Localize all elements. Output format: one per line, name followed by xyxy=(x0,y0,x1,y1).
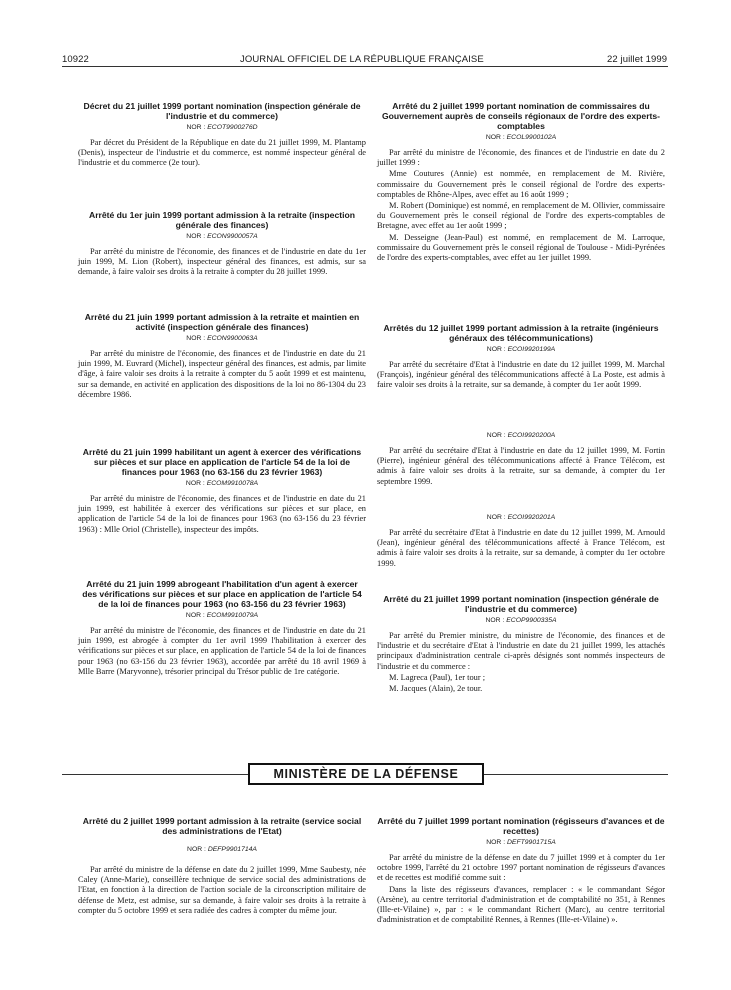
article-title: Arrêté du 2 juillet 1999 portant admission à la retraite (service social des administrations de l'Etat) xyxy=(82,816,362,836)
left-article-5 xyxy=(78,579,366,678)
left-article-4 xyxy=(78,447,366,536)
nor-reference: NOR : ECOP9900335A xyxy=(485,617,557,624)
article-title: Arrêté du 21 juin 1999 abrogeant l'habilitation d'un agent à exercer des vérifications sur pièces et sur place en application de l'article 54 de la loi de finances pour 1963 (no 63-156 du 23 février 1963) xyxy=(82,579,362,609)
article-text: Dans la liste des régisseurs d'avances, remplacer : « le commandant Ségor (Arsène), au centre territorial d'administration et de comptabilité no 351, à Rennes (Ille-et-Vilaine) », par : « le commandant Richert (Marc), au centre territorial d'administration et de comptabilité Rennes, à Rennes (Ille-et-Vilaine) ». xyxy=(377,884,665,925)
article-text: Mme Coutures (Annie) est nommée, en remplacement de M. Rivière, commissaire du Gouvernement près le conseil régional de l'ordre des experts-comptables de Rhône-Alpes, avec effet au 16 août 1999 ; xyxy=(377,169,665,199)
left-article-1 xyxy=(78,101,366,170)
article-text: Par arrêté du ministre de l'économie, des finances et de l'industrie en date du 2 juillet 1999 : xyxy=(377,148,665,168)
right-article-2 xyxy=(377,323,665,392)
page-number: 10922 xyxy=(62,54,89,65)
right-article-5 xyxy=(377,594,665,695)
article-text: Par arrêté du secrétaire d'Etat à l'industrie en date du 12 juillet 1999, M. Arnould (Jean), ingénieur général des télécommunications affecté à France Télécom, est admis à faire valoir ses droits à la retraite, sur sa demande, à compter du 1er octobre 1999. xyxy=(377,528,665,568)
article-text: Par arrêté du ministre de l'économie, des finances et de l'industrie en date du 1er juin 1999, M. Lion (Robert), inspecteur général des finances, est admis, sur sa demande, à faire valoir ses droits à la retraite à compter du 28 juillet 1999. xyxy=(78,247,366,277)
article-title: Arrêtés du 12 juillet 1999 portant admission à la retraite (ingénieurs généraux des télécommunications) xyxy=(383,323,659,343)
article-text: Par arrêté du ministre de la défense en date du 7 juillet 1999 et à compter du 1er octobre 1999, l'arrêté du 21 octobre 1997 portant nomination de régisseurs d'avances et de recettes est modifié comme suit : xyxy=(377,853,665,883)
header-rule xyxy=(62,66,668,67)
issue-date: 22 juillet 1999 xyxy=(607,54,668,65)
nor-reference: NOR : DEFT9901715A xyxy=(486,839,556,846)
nor-reference: NOR : ECON9900063A xyxy=(186,335,258,342)
article-text: Par arrêté du Premier ministre, du ministre de l'économie, des finances et de l'industrie et du secrétaire d'Etat à l'industrie en date du 21 juillet 1999, les attachés principaux d'administration centrale ci-après désignés sont nommés inspecteurs de l'industrie et du commerce : xyxy=(377,631,665,671)
right-article-3 xyxy=(377,429,665,488)
article-title: Arrêté du 21 juillet 1999 portant nomination (inspection générale de l'industrie et du commerce) xyxy=(383,594,659,614)
article-text: M. Robert (Dominique) est nommé, en remplacement de M. Ollivier, commissaire du Gouvernement près le conseil régional de l'ordre des experts-comptables de Bretagne, avec effet au 1er août 1999 ; xyxy=(377,201,665,231)
ministry-heading: MINISTÈRE DE LA DÉFENSE xyxy=(248,763,484,785)
nor-reference: NOR : ECOT9900276D xyxy=(186,124,258,131)
defense-article-right xyxy=(377,816,665,926)
article-text: Par décret du Président de la République en date du 21 juillet 1999, M. Plantamp (Denis), inspecteur de l'industrie et du commerce, est nommé inspecteur général de l'industrie et du commerce (2e tour). xyxy=(78,138,366,168)
article-title: Arrêté du 21 juin 1999 portant admission à la retraite et maintien en activité (inspection générale des finances) xyxy=(84,312,360,332)
nor-reference: NOR : ECOI9920201A xyxy=(486,514,556,521)
article-title: Décret du 21 juillet 1999 portant nomination (inspection générale de l'industrie et du commerce) xyxy=(83,101,361,121)
article-text: M. Lagreca (Paul), 1er tour ; xyxy=(389,672,486,682)
article-title: Arrêté du 1er juin 1999 portant admission à la retraite (inspection générale des finances) xyxy=(88,210,355,230)
right-article-4 xyxy=(377,511,665,570)
ministry-rule-right xyxy=(484,774,668,775)
nor-reference: NOR : ECOM9910079A xyxy=(185,612,259,619)
nor-reference: NOR : DEFP9901714A xyxy=(187,846,257,853)
ministry-rule-left xyxy=(62,774,248,775)
article-title: Arrêté du 21 juin 1999 habilitant un agent à exercer des vérifications sur pièces et sur place en application de l'article 54 de la loi de finances pour 1963 (no 63-156 du 23 février 1963) xyxy=(82,447,362,477)
nor-reference: NOR : ECON9900057A xyxy=(186,233,258,240)
nor-reference: NOR : ECOL9900102A xyxy=(485,134,557,141)
left-article-3 xyxy=(78,312,366,401)
defense-article-left xyxy=(78,816,366,917)
journal-title: JOURNAL OFFICIEL DE LA RÉPUBLIQUE FRANÇAISE xyxy=(240,54,484,65)
right-article-1 xyxy=(377,101,665,264)
nor-reference: NOR : ECOM9910078A xyxy=(185,480,259,487)
article-title: Arrêté du 7 juillet 1999 portant nomination (régisseurs d'avances et de recettes) xyxy=(377,816,665,836)
article-text: Par arrêté du ministre de l'économie, des finances et de l'industrie en date du 21 juin 1999, M. Euvrard (Michel), inspecteur général des finances, est admis, par limite d'âge, à faire valoir ses droits à la retraite à compter du 5 août 1999 et est maintenu, sur sa demande, en activité en application des dispositions de la loi no 86-1304 du 23 décembre 1986. xyxy=(78,349,366,399)
article-text: M. Jacques (Alain), 2e tour. xyxy=(389,684,483,694)
left-article-2 xyxy=(78,210,366,279)
article-text: Par arrêté du secrétaire d'Etat à l'industrie en date du 12 juillet 1999, M. Marchal (François), ingénieur général des télécommunications affecté à La Poste, est admis à faire valoir ses droits à la retraite, sur sa demande, à compter du 1er août 1999. xyxy=(377,360,665,390)
article-text: Par arrêté du ministre de la défense en date du 2 juillet 1999, Mme Saubesty, née Caley (Anne-Marie), conseillère technique de service social des administrations de l'Etat, en fonction à la direction de l'action sociale de la circonscription militaire de défense de Metz, est admise, sur sa demande, à faire valoir ses droits à la retraite à compter du 5 octobre 1999 et sera radiée des cadres à compter du même jour. xyxy=(78,865,366,915)
article-text: Par arrêté du ministre de l'économie, des finances et de l'industrie en date du 21 juin 1999, est habilitée à exercer des vérifications sur pièces et sur place, en application de l'article 54 de la loi de finances pour 1963 (no 63-156 du 23 février 1963) : Mlle Oriol (Christelle), inspecteur des impôts. xyxy=(78,494,366,534)
article-text: Par arrêté du secrétaire d'Etat à l'industrie en date du 12 juillet 1999, M. Fortin (Pierre), ingénieur général des télécommunications affecté à France Télécom, est admis à faire valoir ses droits à la retraite, sur sa demande, à compter du 1er septembre 1999. xyxy=(377,446,665,486)
article-text: M. Desseigne (Jean-Paul) est nommé, en remplacement de M. Larroque, commissaire du Gouvernement près le conseil régional de Toulouse - Midi-Pyrénées de l'ordre des experts-comptables, avec effet au 1er juillet 1999. xyxy=(377,232,665,263)
article-text: Par arrêté du ministre de l'économie, des finances et de l'industrie en date du 21 juin 1999, est abrogée à compter du 1er avril 1999 l'habilitation à exercer des vérifications sur pièces et sur place, en application de l'article 54 de la loi de finances pour 1963 (no 63-156 du 23 février 1963), accordée par arrêté du 18 avril 1969 à Mlle Barre (Maryvonne), trésorier principal du Trésor public de 1re catégorie. xyxy=(78,626,366,676)
nor-reference: NOR : ECOI9920199A xyxy=(486,346,556,353)
article-title: Arrêté du 2 juillet 1999 portant nomination de commissaires du Gouvernement auprès de conseils régionaux de l'ordre des experts-comptables xyxy=(381,101,661,131)
nor-reference: NOR : ECOI9920200A xyxy=(486,432,556,439)
